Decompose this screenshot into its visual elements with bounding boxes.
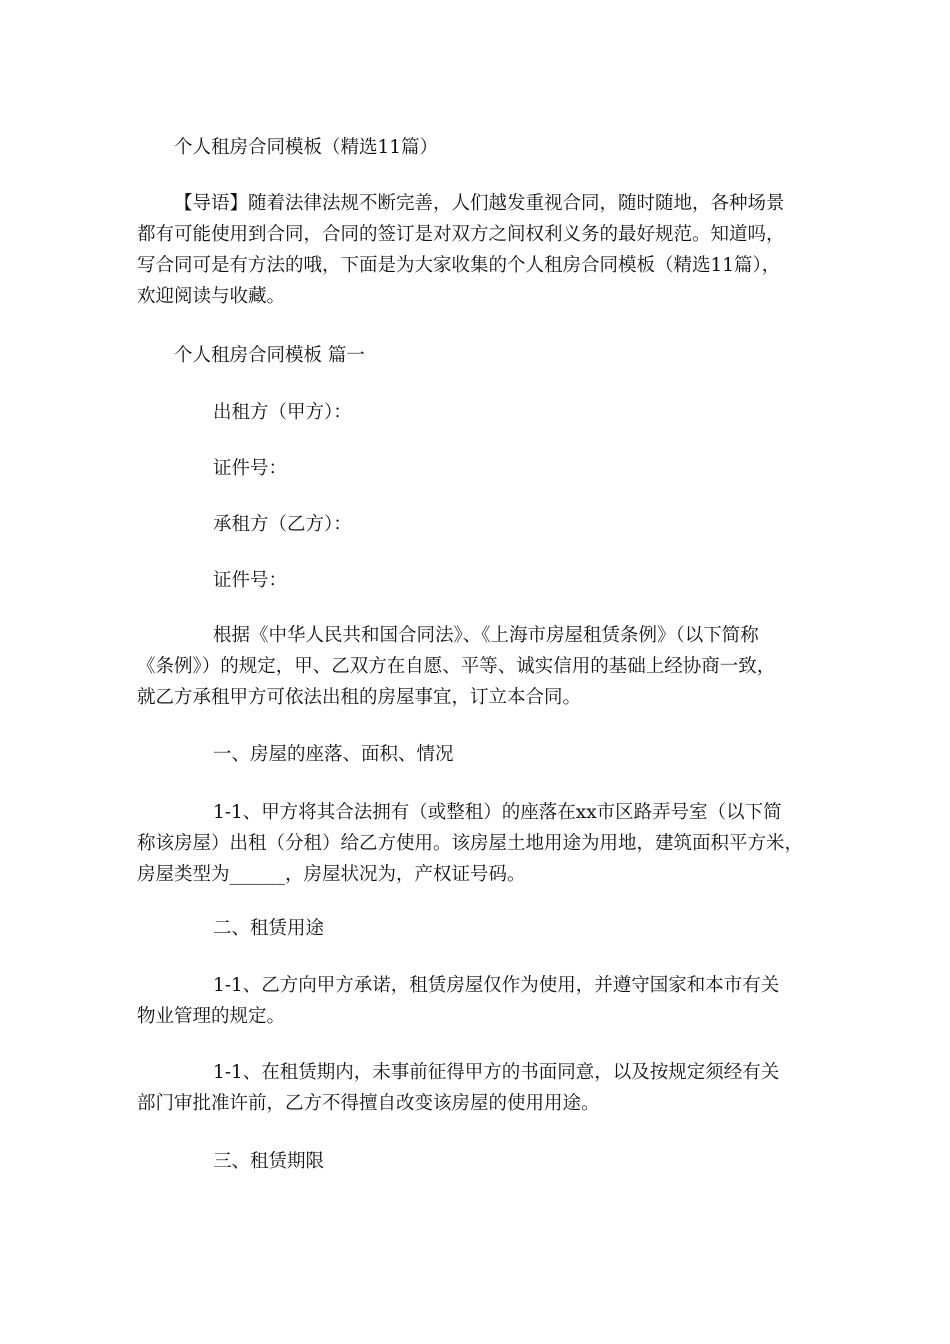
clause-2-1: 1-1、乙方向甲方承诺，租赁房屋仅作为使用，并遵守国家和本市有关 物业管理的规定。 xyxy=(137,975,780,1027)
document-title: 个人租房合同模板（精选11篇） xyxy=(174,137,439,158)
lessor-line: 出租方（甲方）： xyxy=(213,402,352,423)
intro-paragraph: 【导语】随着法律法规不断完善，人们越发重视合同，随时随地，各种场景 都有可能使用到合同，合同的签订是对双方之间权利义务的最好规范。知道吗， 写合同可是有方法的哦，下面是为大家收集的个人租房合同模板（精选11篇）， 欢迎阅读与收藏。 xyxy=(137,193,785,307)
clause-1-1: 1-1、甲方将其合法拥有（或整租）的座落在xx市区路弄号室（以下简 称该房屋）出租（分租）给乙方使用。该房屋土地用途为用地，建筑面积平方米， 房屋类型为______，房屋状况为，产权证号码。 xyxy=(137,802,804,885)
clause-2-2: 1-1、在租赁期内，未事前征得甲方的书面同意，以及按规定须经有关 部门审批准许前，乙方不得擅自改变该房屋的使用用途。 xyxy=(137,1062,780,1114)
lessee-id-line: 证件号： xyxy=(213,570,288,591)
lessor-id-line: 证件号： xyxy=(213,458,288,479)
heading-1: 一、房屋的座落、面积、情况 xyxy=(213,744,454,765)
heading-2: 二、租赁用途 xyxy=(213,918,325,939)
heading-3: 三、租赁期限 xyxy=(213,1151,325,1172)
basis-paragraph: 根据《中华人民共和国合同法》、《上海市房屋租赁条例》（以下简称 《条例》）的规定，甲、乙双方在自愿、平等、诚实信用的基础上经协商一致， 就乙方承租甲方可依法出租的房屋事宜，订立本合同。 xyxy=(137,625,776,708)
lessee-line: 承租方（乙方）： xyxy=(213,514,352,535)
section-title: 个人租房合同模板 篇一 xyxy=(174,345,365,366)
